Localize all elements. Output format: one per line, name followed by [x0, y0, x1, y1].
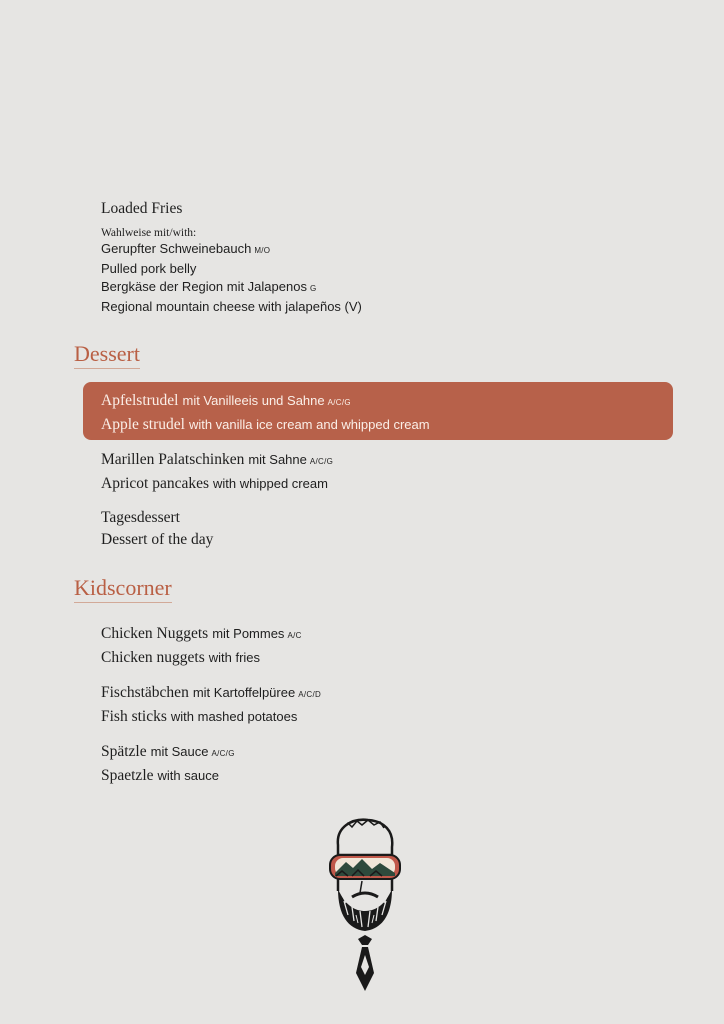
item-desc-de: mit Sahne — [248, 452, 307, 467]
option-item: Pulled pork belly — [101, 261, 197, 276]
item-desc-de: mit Vanilleeis und Sahne — [182, 393, 325, 408]
item-desc-en: with mashed potatoes — [170, 709, 298, 724]
menu-item-chicken-nuggets — [101, 623, 302, 669]
menu-item-spaetzle — [101, 741, 235, 787]
item-name-de: Spätzle — [101, 743, 147, 760]
item-name-de: Marillen Palatschinken — [101, 451, 245, 468]
allergen-code: G — [309, 284, 317, 293]
option-item: Bergkäse der Region mit Jalapenos G — [101, 279, 317, 294]
allergen-code: A/C/D — [298, 690, 322, 699]
item-name-de: Chicken Nuggets — [101, 625, 209, 642]
allergen-code: A/C/G — [309, 457, 334, 466]
option-item: Regional mountain cheese with jalapeños (V) — [101, 299, 362, 314]
item-name-de: Fischstäbchen — [101, 684, 189, 701]
bearded-skier-goggles-logo-icon — [322, 815, 408, 995]
loaded-fries-section — [101, 200, 362, 316]
allergen-code: A/C — [287, 631, 302, 640]
item-name-en: Apricot pancakes — [101, 475, 210, 492]
loaded-fries-title: Loaded Fries — [101, 200, 183, 217]
item-name-de: Apfelstrudel — [101, 392, 179, 409]
item-desc-de: mit Sauce — [150, 744, 209, 759]
menu-item-tagesdessert — [101, 507, 213, 551]
item-name-en: Chicken nuggets — [101, 649, 205, 666]
allergen-code: M/O — [254, 246, 271, 255]
allergen-code: A/C/G — [211, 749, 235, 758]
menu-item-palatschinken — [101, 449, 333, 495]
dessert-heading: Dessert — [74, 341, 140, 369]
item-name-en: Fish sticks — [101, 708, 167, 725]
item-desc-de: mit Pommes — [212, 626, 285, 641]
item-desc-en: with whipped cream — [213, 476, 328, 491]
item-name-en: Apple strudel — [101, 416, 185, 433]
option-item: Gerupfter Schweinebauch M/O — [101, 241, 271, 256]
item-desc-de: mit Kartoffelpüree — [192, 685, 296, 700]
menu-item-fischstaebchen — [101, 682, 321, 728]
item-name-en: Spaetzle — [101, 767, 154, 784]
item-desc-en: with fries — [208, 650, 261, 665]
item-desc-en: with vanilla ice cream and whipped cream — [188, 417, 430, 432]
menu-item-apfelstrudel[interactable] — [101, 390, 430, 436]
item-desc-en: with sauce — [157, 768, 219, 783]
kidscorner-heading: Kidscorner — [74, 575, 172, 603]
item-name-de: Tagesdessert — [101, 509, 180, 526]
options-label: Wahlweise mit/with: — [101, 227, 197, 239]
item-name-en: Dessert of the day — [101, 531, 214, 548]
allergen-code: A/C/G — [327, 398, 351, 407]
